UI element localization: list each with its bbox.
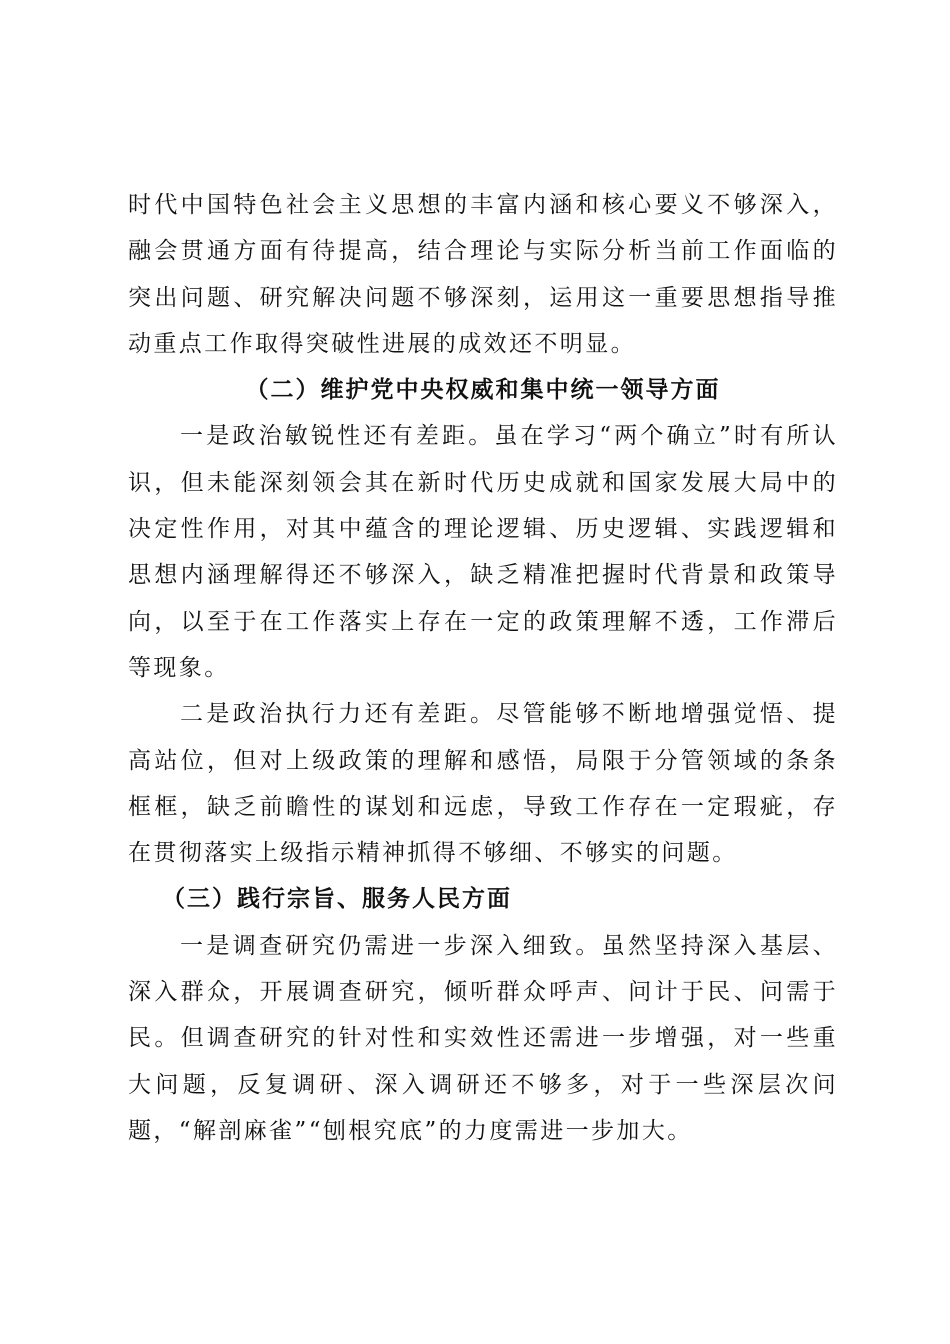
section-heading-3: （三）践行宗旨、服务人民方面 — [162, 885, 512, 913]
continued-paragraph: 时代中国特色社会主义思想的丰富内涵和核心要义不够深入，融会贯通方面有待提高，结合理论与实际分析当前工作面临的突出问题、研究解决问题不够深刻，运用这一重要思想指导推动重点工作取得突破性进展的成效还不明显。 — [128, 192, 838, 357]
section-heading-2: （二）维护党中央权威和集中统一领导方面 — [245, 376, 721, 404]
document-body — [128, 182, 838, 1154]
section2-paragraph-1: 一是政治敏锐性还有差距。虽在学习“两个确立”时有所认识，但未能深刻领会其在新时代历史成就和国家发展大局中的决定性作用，对其中蕴含的理论逻辑、历史逻辑、实践逻辑和思想内涵理解得还不够深入，缺乏精准把握时代背景和政策导向，以至于在工作落实上存在一定的政策理解不透，工作滞后等现象。 — [128, 423, 838, 681]
section2-paragraph-2: 二是政治执行力还有差距。尽管能够不断地增强觉悟、提高站位，但对上级政策的理解和感悟，局限于分管领域的条条框框，缺乏前瞻性的谋划和远虑，导致工作存在一定瑕疵，存在贯彻落实上级指示精神抓得不够细、不够实的问题。 — [128, 701, 838, 867]
section3-paragraph-1: 一是调查研究仍需进一步深入细致。虽然坚持深入基层、深入群众，开展调查研究，倾听群众呼声、问计于民、问需于民。但调查研究的针对性和实效性还需进一步增强，对一些重大问题，反复调研、深入调研还不够多，对于一些深层次问题，“解剖麻雀”“刨根究底”的力度需进一步加大。 — [128, 932, 838, 1144]
